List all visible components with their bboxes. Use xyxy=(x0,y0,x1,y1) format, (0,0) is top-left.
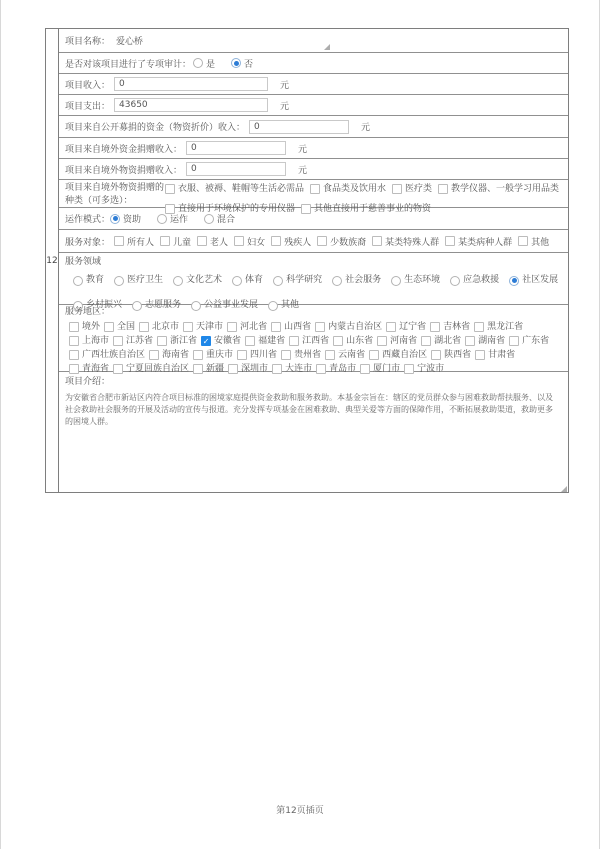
service-target-checkbox-option[interactable] xyxy=(518,235,549,248)
radio-icon xyxy=(391,276,401,286)
service-field-radio-option[interactable] xyxy=(114,273,163,288)
service-field-radio-option[interactable] xyxy=(273,273,322,288)
checkbox-icon xyxy=(114,236,124,246)
service-field-radio-option[interactable] xyxy=(391,273,440,288)
checkbox-icon xyxy=(157,336,167,346)
service-area-checkbox-option[interactable] xyxy=(369,349,427,361)
option-label: 宁夏回族自治区 xyxy=(126,363,190,374)
option-label: 否 xyxy=(244,59,254,70)
goods-type-checkbox-option[interactable] xyxy=(392,183,432,195)
service-area-checkbox-option[interactable] xyxy=(325,349,365,361)
service-target-checkbox-option[interactable] xyxy=(317,235,366,248)
option-label: 其他直接用于慈善事业的物资 xyxy=(314,204,432,214)
service-target-checkbox-option[interactable] xyxy=(271,235,311,248)
option-label: 湖北省 xyxy=(434,335,462,346)
checkbox-icon xyxy=(271,236,281,246)
option-label: 吉林省 xyxy=(443,321,471,332)
unit-label: 元 xyxy=(298,165,308,176)
option-label: 宁波市 xyxy=(417,363,445,374)
service-area-checkbox-option[interactable] xyxy=(193,349,233,361)
option-label: 某类特殊人群 xyxy=(385,237,440,248)
service-area-checkbox-option[interactable] xyxy=(237,349,277,361)
service-area-checkbox-option[interactable] xyxy=(475,349,515,361)
service-target-label: 服务对象： xyxy=(65,237,111,248)
operation-mode-options xyxy=(110,212,235,225)
option-label: 老人 xyxy=(210,237,229,248)
option-label: 体育 xyxy=(245,275,264,285)
service-area-checkbox-option[interactable] xyxy=(104,321,135,333)
audit-row xyxy=(59,53,568,74)
option-label: 安徽省 xyxy=(214,335,242,346)
service-area-label: 服务地区： xyxy=(65,307,111,317)
service-area-checkbox-option[interactable] xyxy=(315,321,382,333)
option-label: 社会服务 xyxy=(345,275,382,285)
option-label: 混合 xyxy=(217,215,236,225)
service-area-checkbox-option[interactable] xyxy=(333,335,373,347)
option-label: 直接用于环境保护的专用仪器 xyxy=(178,204,296,214)
checkbox-icon xyxy=(386,322,396,332)
option-label: 妇女 xyxy=(247,237,266,248)
radio-icon xyxy=(231,58,241,68)
checkbox-icon xyxy=(104,322,114,332)
service-field-radio-option[interactable] xyxy=(173,273,222,288)
option-label: 厦门市 xyxy=(373,363,401,374)
project-income-label: 项目收入： xyxy=(65,80,111,91)
public-fund-income-input[interactable] xyxy=(249,120,349,134)
row-number: 12 xyxy=(46,255,58,266)
option-label: 志愿服务 xyxy=(145,300,182,310)
project-income-row xyxy=(59,74,568,95)
service-area-checkbox-option[interactable] xyxy=(245,335,285,347)
radio-icon xyxy=(450,276,460,286)
checkbox-icon xyxy=(325,350,335,360)
checkbox-icon xyxy=(475,350,485,360)
service-area-checkbox-option[interactable] xyxy=(183,321,223,333)
service-target-options xyxy=(114,235,549,248)
option-label: 其他 xyxy=(531,237,550,248)
option-label: 是 xyxy=(206,59,216,70)
checkbox-icon xyxy=(69,336,79,346)
option-label: 青岛市 xyxy=(329,363,357,374)
checkbox-icon xyxy=(183,322,193,332)
service-field-radio-option[interactable] xyxy=(73,273,104,288)
option-label: 残疾人 xyxy=(284,237,312,248)
checkbox-icon xyxy=(392,184,402,194)
resize-handle-icon[interactable] xyxy=(561,486,567,492)
option-label: 应急救援 xyxy=(463,275,500,285)
service-field-radio-option[interactable] xyxy=(332,273,381,288)
public-fund-income-label: 项目来自公开募捐的资金（物资折价）收入： xyxy=(65,123,246,133)
checkbox-icon xyxy=(193,350,203,360)
project-expense-label: 项目支出： xyxy=(65,101,111,112)
option-label: 重庆市 xyxy=(206,349,234,360)
option-label: 山西省 xyxy=(284,321,312,332)
radio-icon xyxy=(110,214,120,224)
option-label: 内蒙古自治区 xyxy=(328,321,383,332)
project-name-row xyxy=(59,29,568,53)
option-label: 其他 xyxy=(281,300,300,310)
goods-type-checkbox-option[interactable] xyxy=(438,183,559,195)
checkbox-icon xyxy=(227,322,237,332)
option-label: 西藏自治区 xyxy=(382,349,428,360)
option-label: 乡村振兴 xyxy=(86,300,123,310)
option-label: 社区发展 xyxy=(522,275,559,285)
project-name-textarea[interactable] xyxy=(116,32,331,50)
option-label: 医疗类 xyxy=(405,184,433,194)
service-area-row xyxy=(59,305,568,372)
service-area-checkbox-option[interactable] xyxy=(201,335,241,347)
service-area-checkbox-option[interactable] xyxy=(431,349,471,361)
overseas-fund-income-input[interactable] xyxy=(186,141,286,155)
option-label: 大连市 xyxy=(285,363,313,374)
service-field-row xyxy=(59,253,568,310)
overseas-fund-income-label: 项目来自境外资金捐赠收入： xyxy=(65,144,183,155)
radio-icon xyxy=(114,276,124,286)
audit-label: 是否对该项目进行了专项审计： xyxy=(65,59,192,70)
checkbox-icon xyxy=(431,350,441,360)
project-expense-row xyxy=(59,95,568,116)
checkbox-icon xyxy=(197,236,207,246)
option-label: 深圳市 xyxy=(241,363,269,374)
operation-mode-row xyxy=(59,208,568,230)
operation-mode-label: 运作模式： xyxy=(65,215,111,225)
checkbox-icon xyxy=(438,184,448,194)
radio-icon xyxy=(73,276,83,286)
service-area-checkbox-option[interactable] xyxy=(289,335,329,347)
checkbox-icon xyxy=(271,322,281,332)
option-label: 某类病种人群 xyxy=(458,237,513,248)
radio-icon xyxy=(232,276,242,286)
option-label: 教学仪器、一般学习用品类 xyxy=(451,184,560,194)
checkbox-icon xyxy=(377,336,387,346)
audit-radio-option[interactable] xyxy=(193,57,215,70)
form-body xyxy=(59,29,568,492)
option-label: 天津市 xyxy=(196,321,224,332)
option-label: 科学研究 xyxy=(286,275,323,285)
public-fund-income-row xyxy=(59,116,568,138)
checkbox-icon xyxy=(201,336,211,346)
overseas-goods-types-row xyxy=(59,180,568,214)
project-intro-row xyxy=(59,372,568,492)
service-area-checkbox-option[interactable] xyxy=(430,321,470,333)
service-area-checkbox-option[interactable] xyxy=(69,335,109,347)
checkbox-icon xyxy=(465,336,475,346)
option-label: 所有人 xyxy=(127,237,155,248)
service-field-radio-option[interactable] xyxy=(450,273,499,288)
radio-icon xyxy=(193,58,203,68)
project-name-label: 项目名称： xyxy=(65,37,111,47)
option-label: 全国 xyxy=(117,321,136,332)
service-target-checkbox-option[interactable] xyxy=(372,235,439,248)
option-label: 公益事业发展 xyxy=(204,300,259,310)
project-intro-text[interactable]: 为安徽省合肥市新站区内符合项目标准的困境家庭提供资金救助和服务救助。本基金宗旨在：辖区的党员群众参与困难救助帮扶服务、以及社会救助社会服务的开展及活动的宣传与报道。充分发挥专项基金在困难救助、典型关爱等方面的保障作用，不断拓展救助渠道，救助更多的困境人群。 xyxy=(65,393,553,426)
checkbox-icon xyxy=(281,350,291,360)
service-area-checkbox-option[interactable] xyxy=(271,321,311,333)
audit-options xyxy=(193,57,253,70)
service-field-label: 服务领域 xyxy=(65,257,102,267)
service-field-radio-option[interactable] xyxy=(509,273,558,288)
service-area-checkbox-option[interactable] xyxy=(509,335,549,347)
service-target-checkbox-option[interactable] xyxy=(197,235,228,248)
checkbox-icon xyxy=(421,336,431,346)
checkbox-icon xyxy=(113,336,123,346)
overseas-goods-income-row xyxy=(59,159,568,180)
goods-type-checkbox-option[interactable] xyxy=(310,183,386,195)
project-intro-label: 项目介绍： xyxy=(65,377,111,387)
checkbox-icon xyxy=(310,184,320,194)
page-footer: 第12页插页 xyxy=(276,806,324,816)
project-income-input[interactable] xyxy=(114,77,268,91)
unit-label: 元 xyxy=(280,101,290,112)
resize-handle-icon[interactable] xyxy=(324,44,330,50)
checkbox-icon xyxy=(160,236,170,246)
operation-mode-radio-option[interactable] xyxy=(157,212,188,225)
service-target-checkbox-option[interactable] xyxy=(234,235,265,248)
service-area-checkbox-option[interactable] xyxy=(281,349,321,361)
service-target-checkbox-option[interactable] xyxy=(160,235,191,248)
checkbox-icon xyxy=(69,322,79,332)
overseas-goods-types-label: 项目来自境外物资捐赠的种类（可多选）： xyxy=(65,183,165,206)
checkbox-icon xyxy=(369,350,379,360)
checkbox-icon xyxy=(372,236,382,246)
checkbox-icon xyxy=(237,350,247,360)
service-area-checkbox-option[interactable] xyxy=(113,335,153,347)
checkbox-icon xyxy=(149,350,159,360)
service-area-checkbox-option[interactable] xyxy=(69,321,100,333)
service-area-checkbox-option[interactable] xyxy=(227,321,267,333)
service-area-checkbox-option[interactable] xyxy=(386,321,426,333)
option-label: 运作 xyxy=(170,215,189,225)
option-label: 资助 xyxy=(123,215,142,225)
checkbox-icon xyxy=(509,336,519,346)
checkbox-icon xyxy=(333,336,343,346)
option-label: 生态环境 xyxy=(404,275,441,285)
option-label: 北京市 xyxy=(152,321,180,332)
checkbox-icon xyxy=(165,184,175,194)
service-target-checkbox-option[interactable] xyxy=(445,235,512,248)
checkbox-icon xyxy=(69,350,79,360)
option-label: 山东省 xyxy=(346,335,374,346)
radio-icon xyxy=(509,276,519,286)
option-label: 甘肃省 xyxy=(488,349,516,360)
option-label: 文化艺术 xyxy=(186,275,223,285)
service-target-checkbox-option[interactable] xyxy=(114,235,154,248)
option-label: 食品类及饮用水 xyxy=(323,184,387,194)
audit-radio-option[interactable] xyxy=(231,57,253,70)
option-label: 广西壮族自治区 xyxy=(82,349,146,360)
service-area-checkbox-option[interactable] xyxy=(69,349,145,361)
unit-label: 元 xyxy=(361,123,371,133)
service-area-checkbox-option[interactable] xyxy=(377,335,417,347)
overseas-fund-income-row xyxy=(59,138,568,159)
option-label: 湖南省 xyxy=(478,335,506,346)
service-area-checkbox-option[interactable] xyxy=(139,321,179,333)
radio-icon xyxy=(332,276,342,286)
option-label: 教育 xyxy=(86,275,105,285)
radio-icon xyxy=(157,214,167,224)
service-area-checkbox-option[interactable] xyxy=(474,321,523,333)
service-area-checkbox-option[interactable] xyxy=(421,335,461,347)
option-label: 江苏省 xyxy=(126,335,154,346)
option-label: 上海市 xyxy=(82,335,110,346)
service-field-radio-option[interactable] xyxy=(232,273,263,288)
option-label: 境外 xyxy=(82,321,101,332)
option-label: 医疗卫生 xyxy=(127,275,164,285)
overseas-goods-income-label: 项目来自境外物资捐赠收入： xyxy=(65,165,183,176)
option-label: 河南省 xyxy=(390,335,418,346)
option-label: 云南省 xyxy=(338,349,366,360)
option-label: 衣服、被褥、鞋帽等生活必需品 xyxy=(178,184,305,194)
service-area-checkbox-option[interactable] xyxy=(149,349,189,361)
option-label: 河北省 xyxy=(240,321,268,332)
row-number-cell xyxy=(46,29,59,492)
checkbox-icon xyxy=(245,336,255,346)
option-label: 贵州省 xyxy=(294,349,322,360)
option-label: 青海省 xyxy=(82,363,110,374)
option-label: 儿童 xyxy=(173,237,192,248)
option-label: 辽宁省 xyxy=(399,321,427,332)
service-area-checkbox-option[interactable] xyxy=(157,335,197,347)
option-label: 少数族裔 xyxy=(330,237,367,248)
goods-type-checkbox-option[interactable] xyxy=(165,183,304,195)
project-form-table xyxy=(45,28,569,493)
checkbox-icon xyxy=(518,236,528,246)
option-label: 广东省 xyxy=(522,335,550,346)
unit-label: 元 xyxy=(298,144,308,155)
checkbox-icon xyxy=(289,336,299,346)
checkbox-icon xyxy=(315,322,325,332)
operation-mode-radio-option[interactable] xyxy=(204,212,235,225)
option-label: 黑龙江省 xyxy=(487,321,524,332)
checkbox-icon xyxy=(474,322,484,332)
checkbox-icon xyxy=(445,236,455,246)
checkbox-icon xyxy=(430,322,440,332)
option-label: 海南省 xyxy=(162,349,190,360)
option-label: 四川省 xyxy=(250,349,278,360)
service-target-row xyxy=(59,230,568,253)
checkbox-icon xyxy=(317,236,327,246)
checkbox-icon xyxy=(139,322,149,332)
checkbox-icon xyxy=(234,236,244,246)
radio-icon xyxy=(273,276,283,286)
option-label: 江西省 xyxy=(302,335,330,346)
overseas-goods-income-input[interactable] xyxy=(186,162,286,176)
service-area-checkbox-option[interactable] xyxy=(465,335,505,347)
option-label: 浙江省 xyxy=(170,335,198,346)
service-area-options xyxy=(65,321,562,375)
option-label: 福建省 xyxy=(258,335,286,346)
operation-mode-radio-option[interactable] xyxy=(110,212,141,225)
unit-label: 元 xyxy=(280,80,290,91)
option-label: 新疆 xyxy=(206,363,225,374)
project-expense-input[interactable] xyxy=(114,98,268,112)
option-label: 陕西省 xyxy=(444,349,472,360)
radio-icon xyxy=(173,276,183,286)
project-name-value: 爱心桥 xyxy=(116,37,144,47)
radio-icon xyxy=(204,214,214,224)
